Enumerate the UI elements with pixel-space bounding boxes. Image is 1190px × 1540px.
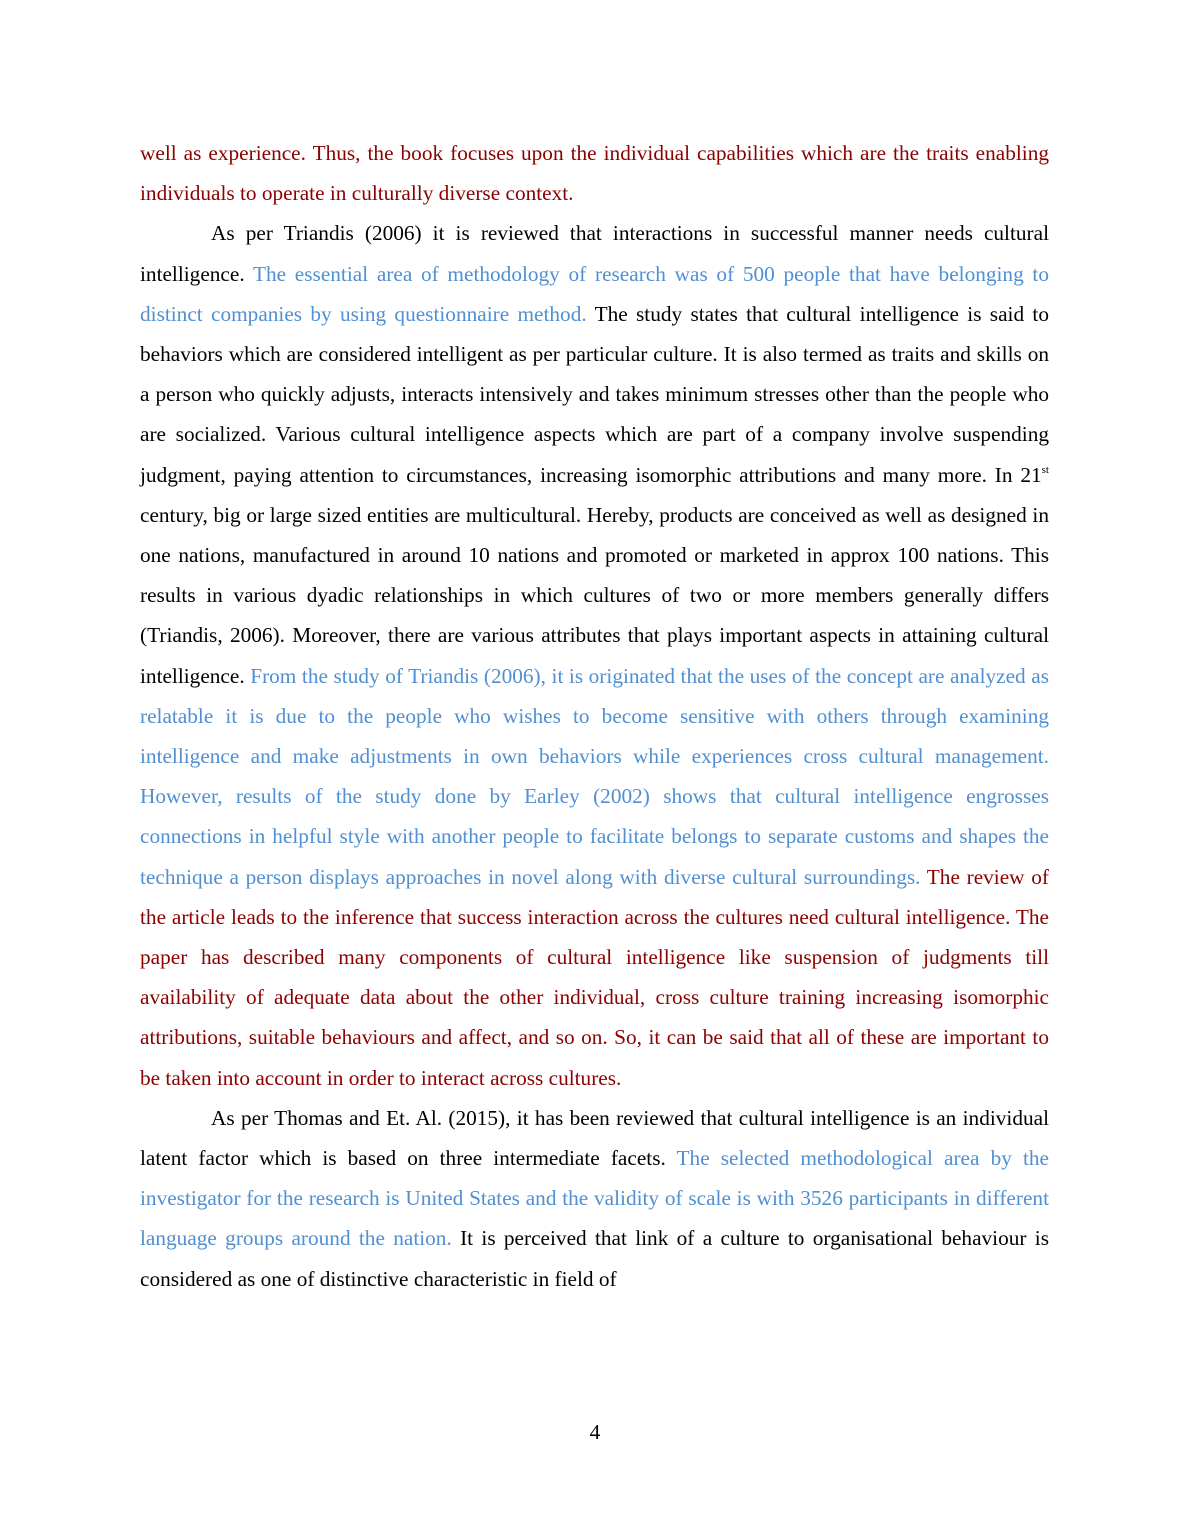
text-segment-black: As per Triandis (2006) it is reviewed that interactions in successful manner needs cultural intelligence. xyxy=(140,221,1049,286)
superscript-ordinal: st xyxy=(1041,463,1049,476)
text-segment-black: As per Thomas and Et. Al. (2015), it has been reviewed that cultural intelligence is an individual latent factor which is based on three intermediate facets. xyxy=(140,1105,1049,1171)
page-number: 4 xyxy=(589,1420,601,1444)
paragraph-intro-continuation xyxy=(140,133,1049,213)
text-segment-blue: The selected methodological area by the investigator for the research is United States and the validity of scale is with 3526 participants in different language groups around the nation. xyxy=(140,1146,1049,1251)
body-text xyxy=(140,133,1049,1299)
text-segment-black: It is perceived that link of a culture to organisational behaviour is considered as one of distinctive characteristic in field of xyxy=(140,1226,1049,1291)
text-segment-red: The review of the article leads to the inference that success interaction across the cultures need cultural intelligence. The paper has described many components of cultural intelligence like suspension of judgments till availability of adequate data about the other individual, cross culture training increasing isomorphic attributions, suitable behaviours and affect, and so on. So, it can be said that all of these are important to be taken into account in order to interact across cultures. xyxy=(140,864,1049,1090)
paragraph-triandis-review xyxy=(140,213,1049,1097)
text-segment-black: century, big or large sized entities are multicultural. Hereby, products are conceived as well as designed in one nations, manufactured in around 10 nations and promoted or marketed in approx 100 nations. This results in various dyadic relationships in which cultures of two or more members generally differs (Triandis, 2006). Moreover, there are various attributes that plays important aspects in attaining cultural intelligence. xyxy=(140,502,1049,688)
paragraph-thomas-review xyxy=(140,1098,1049,1299)
text-segment-red: well as experience. Thus, the book focuses upon the individual capabilities which are the traits enabling individuals to operate in culturally diverse context. xyxy=(140,141,1049,206)
text-segment-blue: From the study of Triandis (2006), it is originated that the uses of the concept are analyzed as relatable it is due to the people who wishes to become sensitive with others through examining intelligence and make adjustments in own behaviors while experiences cross cultural management. However, results of the study done by Earley (2002) shows that cultural intelligence engrosses connections in helpful style with another people to facilitate belongs to separate customs and shapes the technique a person displays approaches in novel along with diverse cultural surroundings. xyxy=(140,663,1049,889)
text-segment-blue: The essential area of methodology of research was of 500 people that have belonging to distinct companies by using questionnaire method. xyxy=(140,261,1049,326)
text-segment-black: The study states that cultural intelligence is said to behaviors which are considered intelligent as per particular culture. It is also termed as traits and skills on a person who quickly adjusts, interacts intensively and takes minimum stresses other than the people who are socialized. Various cultural intelligence aspects which are part of a company involve suspending judgment, paying attention to circumstances, increasing isomorphic attributions and many more. In 21 xyxy=(140,301,1049,487)
